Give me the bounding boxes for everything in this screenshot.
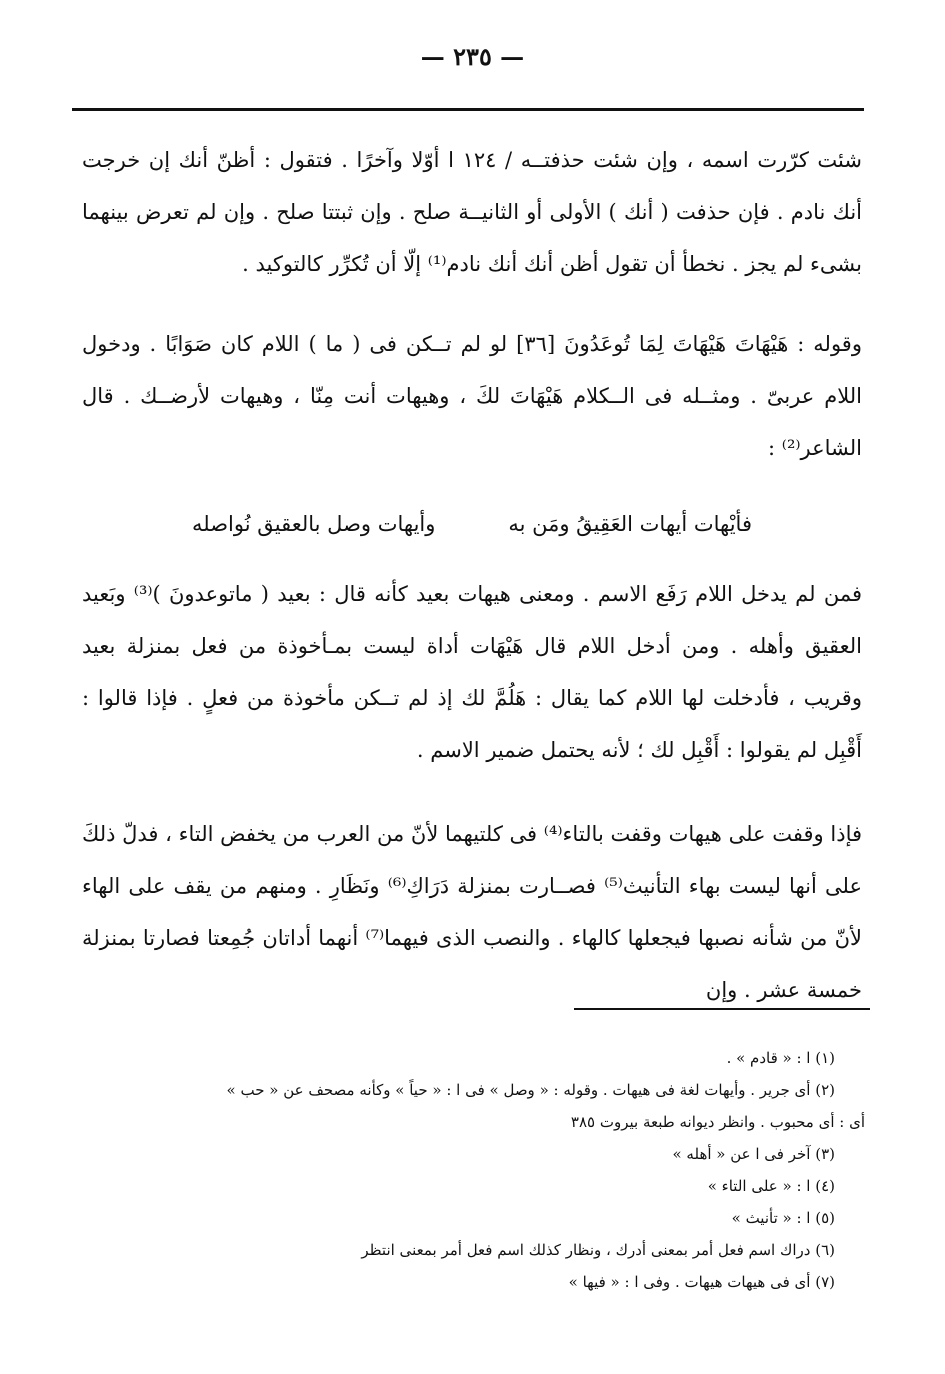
paragraph-3: فمن لم يدخل اللام رَفَع الاسم . ومعنى هيهات بعيد كأنه قال : بعيد ( ماتوعدونَ )⁽³⁾ وبَعيد العقيق وأهله . ومن أدخل اللام قال هَيْهَات أداة ليست بمـأخوذة من فعل بمنزلة بعيد وقريب ، فأدخلت لها اللام كما يقال : هَلُمَّ لك إذ لم تــكن مأخوذة من فعلٍ . فإذا قالوا : أَقْبِل لم يقولوا : أَقْبِل لك ؛ لأنه يحتمل ضمير الاسم . [82,582,863,762]
paragraph-1: شئت كرّرت اسمه ، وإن شئت حذفتــه / ١٢٤ ا أوّلا وآخرًا . فتقول : أظنّ أنك إن خرجت أنك نادم . فإن حذفت ( أنك ) الأولى أو الثانيــة صلح . وإن ثبتتا صلح . وإن لم تعرض بينهما بشىء لم يجز . نخطأ أن تقول أظن أنك أنك نادم⁽¹⁾ إلّا أن تُكرِّر كالتوكيد . [82,148,862,276]
paragraph-4: فإذا وقفت على هيهات وقفت بالتاء⁽⁴⁾ فى كلتيهما لأنّ من العرب من يخفض التاء ، فدلّ ذلكَ على أنها ليست بهاء التأنيث⁽⁵⁾ فصــارت بمنزلة دَرَاكِ⁽⁶⁾ ونَظَارِ . ومنهم من يقف على الهاء لأنّ من شأنه نصبها فيجعلها كالهاء . والنصب الذى فيهما⁽⁷⁾ أنهما أداتان جُمِعتا فصارتا بمنزلة خمسة عشر . وإن [82,822,863,1002]
footnote-5: (٥) ا : « تأنيث » [731,1209,835,1227]
paragraph-2: وقوله : هَيْهَاتَ هَيْهَاتَ لِمَا تُوعَدُونَ [٣٦] لو لم تــكن فى ( ما ) اللام كان صَوَابًا . ودخول اللام عربىّ . ومثــله فى الــكلام هَيْهَاتَ لكَ ، وهيهات أنت مِنّا ، وهيهات لأرضــك . قال الشاعر⁽²⁾ : [82,332,862,460]
page-number: — ٢٣٥ — [420,42,525,71]
footnote-7: (٧) أى فى هيهات هيهات . وفى ا : « فيها » [568,1273,835,1291]
verse-hemistich-1: فأيْهات أيهات العَقِيقُ ومَن به [508,512,752,536]
footnote-2-continuation: أى : أى محبوب . وانظر ديوانه طبعة بيروت ٣٨٥ [570,1113,865,1131]
footnote-4: (٤) ا : « على التاء » [707,1177,835,1195]
footnote-6: (٦) دراك اسم فعل أمر بمعنى أدرك ، ونظار كذلك اسم فعل أمر بمعنى انتظر [361,1241,835,1259]
header-divider [72,108,864,111]
footnote-divider [574,1008,870,1010]
verse-hemistich-2: وأيهات وصل بالعقيق نُواصله [192,512,436,536]
footnote-2: (٢) أى جرير . وأيهات لغة فى هيهات . وقوله : « وصل » فى ا : « حياً » وكأنه مصحف عن « حب » [226,1081,835,1099]
footnote-1: (١) ا : « قادم » . [726,1049,835,1067]
footnote-3: (٣) آخر فى ا عن « أهله » [672,1145,835,1163]
footnotes-list [60,1042,865,1298]
